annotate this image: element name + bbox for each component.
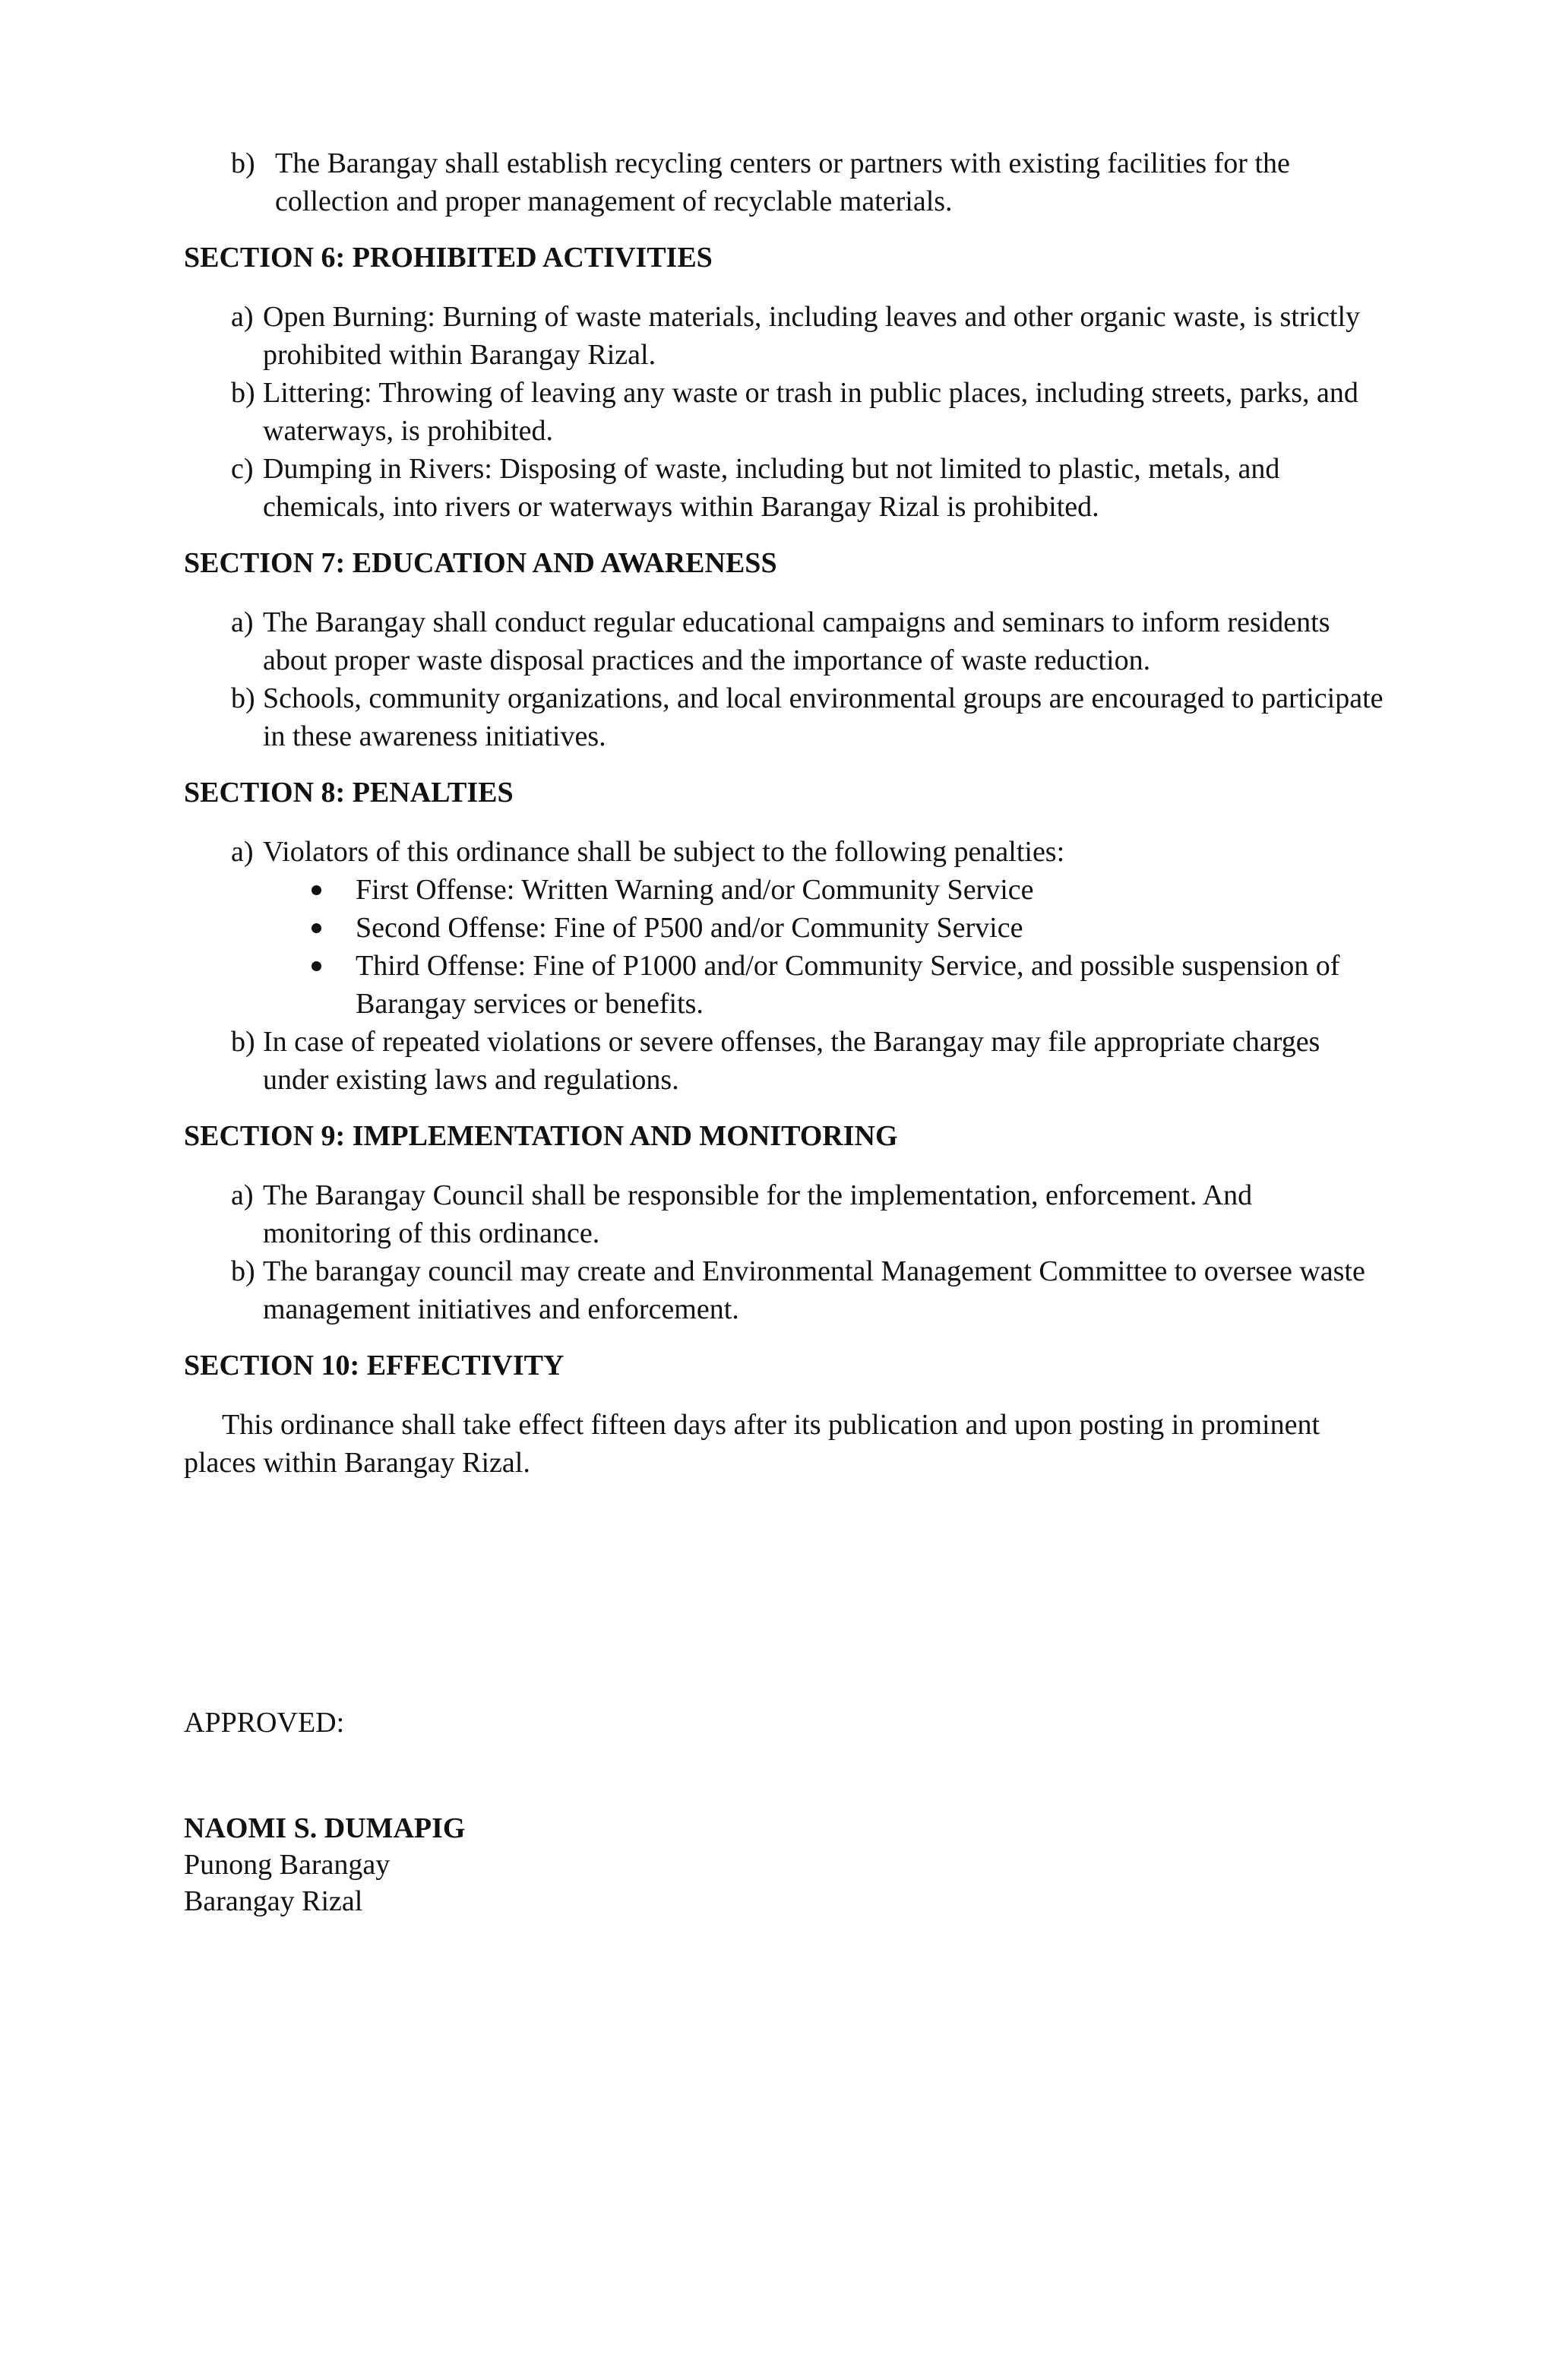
- penalty-text: First Offense: Written Warning and/or Community Service: [356, 874, 1034, 906]
- penalty-text: Second Offense: Fine of P500 and/or Community Service: [356, 912, 1023, 944]
- list-item: [184, 1176, 1384, 1252]
- penalty-bullet: [184, 871, 1384, 909]
- list-item-text: The Barangay Council shall be responsible for the implementation, enforcement. And monitoring of this ordinance.: [263, 1179, 1253, 1249]
- effectivity-paragraph: This ordinance shall take effect fifteen days after its publication and upon posting in prominent places within Barangay Rizal.: [184, 1409, 1320, 1479]
- list-marker: a): [231, 836, 254, 868]
- section-8-heading: SECTION 8: PENALTIES: [184, 777, 514, 809]
- signatory-title: Punong Barangay: [184, 1849, 391, 1881]
- signatory-block: [184, 1810, 1384, 1920]
- list-item: [184, 1023, 1384, 1099]
- list-item-text: Open Burning: Burning of waste materials, including leaves and other organic waste, is strictly prohibited within Barangay Rizal.: [263, 301, 1361, 371]
- signatory-name: NAOMI S. DUMAPIG: [184, 1812, 466, 1844]
- list-item-text: Violators of this ordinance shall be subject to the following penalties:: [263, 836, 1065, 868]
- list-item: [184, 298, 1384, 374]
- section-9-heading: SECTION 9: IMPLEMENTATION AND MONITORING: [184, 1120, 898, 1152]
- list-marker: a): [231, 301, 254, 333]
- section-6-heading: SECTION 6: PROHIBITED ACTIVITIES: [184, 242, 713, 274]
- list-item: [184, 679, 1384, 755]
- list-marker: b): [231, 682, 255, 714]
- section-10-heading: SECTION 10: EFFECTIVITY: [184, 1350, 565, 1381]
- ordinance-page: [184, 144, 1384, 1920]
- penalty-bullet: [184, 909, 1384, 947]
- approved-label: APPROVED:: [184, 1707, 345, 1739]
- list-marker: b): [231, 377, 255, 409]
- list-item: [184, 603, 1384, 679]
- list-marker: b): [231, 1026, 255, 1058]
- bullet-icon: [312, 923, 321, 933]
- list-item-text: Littering: Throwing of leaving any waste or trash in public places, including streets, parks, and waterways, is prohibited.: [263, 377, 1358, 447]
- list-marker: a): [231, 606, 254, 638]
- list-item-text: The barangay council may create and Environmental Management Committee to oversee waste management initiatives and enforcement.: [263, 1255, 1365, 1325]
- list-item-text: The Barangay shall establish recycling centers or partners with existing facilities for the collection and proper management of recyclable materials.: [275, 147, 1290, 217]
- list-item: [184, 833, 1384, 871]
- list-marker: c): [231, 453, 254, 485]
- list-item-text: The Barangay shall conduct regular educational campaigns and seminars to inform residents about proper waste disposal practices and the importance of waste reduction.: [263, 606, 1330, 676]
- bullet-icon: [312, 885, 321, 895]
- penalty-bullet-list: [184, 871, 1384, 1023]
- signatory-office: Barangay Rizal: [184, 1885, 363, 1917]
- list-item-text: Schools, community organizations, and local environmental groups are encouraged to participate in these awareness initiatives.: [263, 682, 1384, 752]
- list-marker: a): [231, 1179, 254, 1211]
- list-item-text: In case of repeated violations or severe offenses, the Barangay may file appropriate charges under existing laws and regulations.: [263, 1026, 1320, 1096]
- list-item: [184, 450, 1384, 526]
- list-item: [184, 1252, 1384, 1328]
- bullet-icon: [312, 961, 321, 971]
- list-item: [184, 144, 1384, 220]
- list-marker: b): [231, 147, 255, 179]
- penalty-bullet: [184, 947, 1384, 1023]
- list-item-text: Dumping in Rivers: Disposing of waste, including but not limited to plastic, metals, and chemicals, into rivers or waterways within Barangay Rizal is prohibited.: [263, 453, 1280, 523]
- section-7-heading: SECTION 7: EDUCATION AND AWARENESS: [184, 547, 777, 579]
- list-item: [184, 374, 1384, 450]
- penalty-text: Third Offense: Fine of P1000 and/or Community Service, and possible suspension of Barangay services or benefits.: [356, 950, 1340, 1020]
- list-marker: b): [231, 1255, 255, 1287]
